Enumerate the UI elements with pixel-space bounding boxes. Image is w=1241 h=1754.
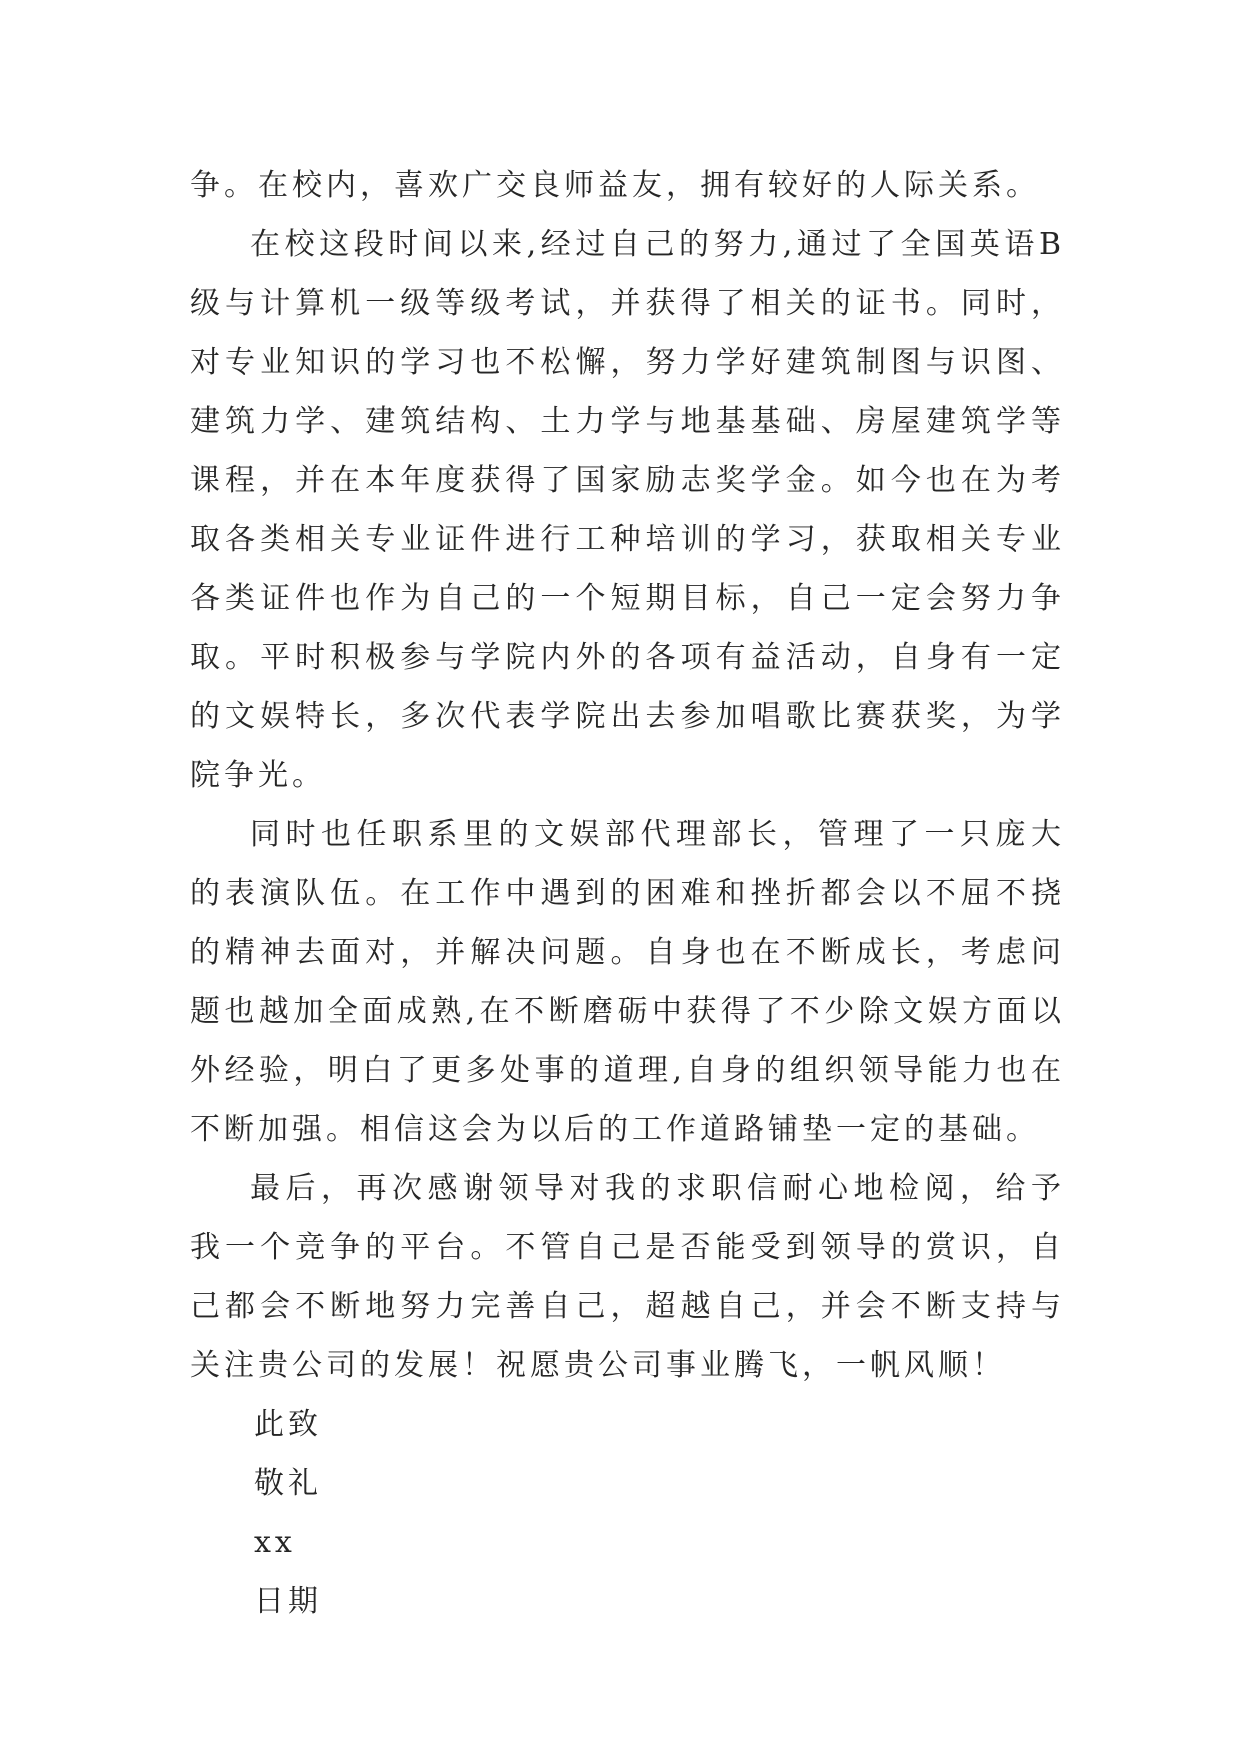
paragraph-work-experience: 同时也任职系里的文娱部代理部长，管理了一只庞大的表演队伍。在工作中遇到的困难和挫折都会以不屈不挠的精神去面对，并解决问题。自身也在不断成长，考虑问题也越加全面成熟,在不断磨砺中获得了不少除文娱方面以外经验，明白了更多处事的道理,自身的组织领导能力也在不断加强。相信这会为以后的工作道路铺垫一定的基础。	[190, 817, 1065, 1147]
date-line: 日期	[254, 1584, 322, 1619]
signature: xx	[254, 1525, 296, 1560]
closing-regards: 敬礼	[254, 1466, 322, 1501]
paragraph-continuation: 争。在校内，喜欢广交良师益友，拥有较好的人际关系。	[190, 168, 1040, 203]
closing-salutation: 此致	[254, 1407, 322, 1442]
letter-body	[190, 156, 1065, 1631]
paragraph-conclusion: 最后，再次感谢领导对我的求职信耐心地检阅，给予我一个竞争的平台。不管自己是否能受到领导的赏识，自己都会不断地努力完善自己，超越自己，并会不断支持与关注贵公司的发展！祝愿贵公司事业腾飞，一帆风顺！	[190, 1171, 1065, 1383]
paragraph-education: 在校这段时间以来,经过自己的努力,通过了全国英语B级与计算机一级等级考试，并获得了相关的证书。同时，对专业知识的学习也不松懈，努力学好建筑制图与识图、建筑力学、建筑结构、土力学与地基基础、房屋建筑学等课程，并在本年度获得了国家励志奖学金。如今也在为考取各类相关专业证件进行工种培训的学习，获取相关专业各类证件也作为自己的一个短期目标，自己一定会努力争取。平时积极参与学院内外的各项有益活动，自身有一定的文娱特长，多次代表学院出去参加唱歌比赛获奖，为学院争光。	[190, 227, 1065, 793]
